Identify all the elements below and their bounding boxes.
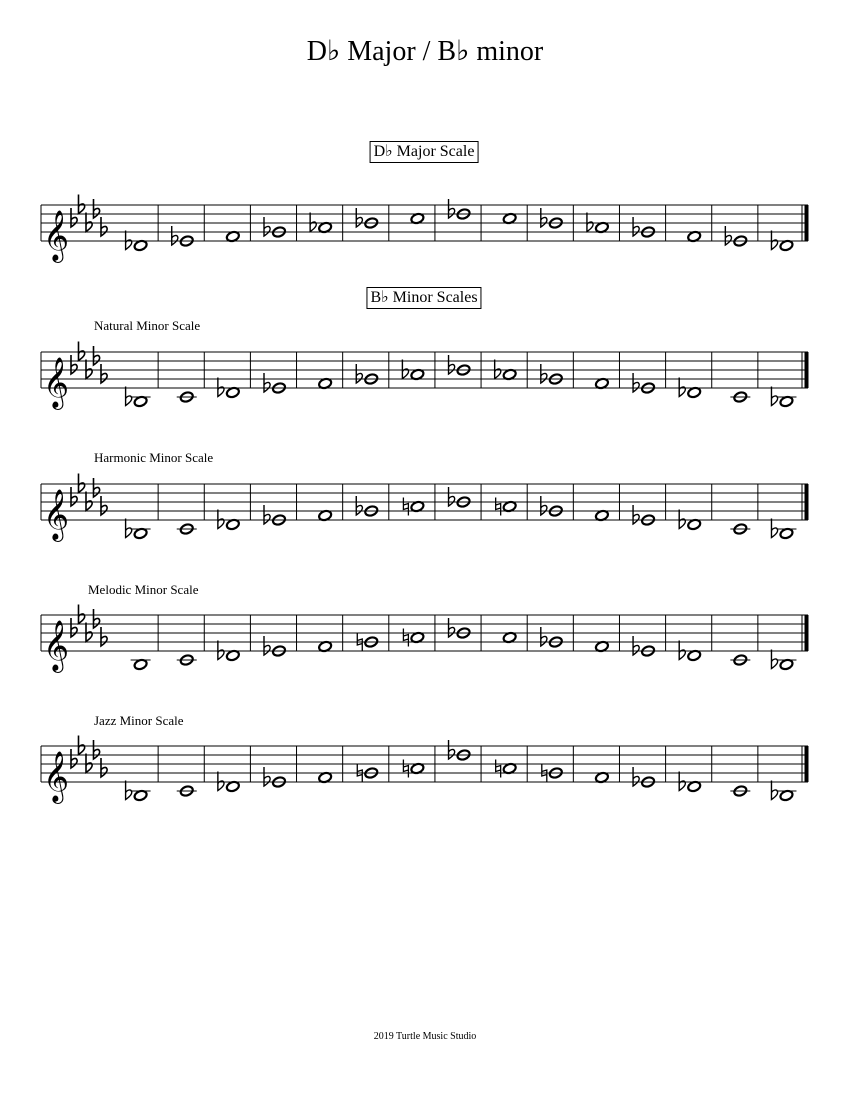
flat-accidental-icon: [633, 217, 639, 236]
jazz-minor-label: Jazz Minor Scale: [94, 713, 184, 728]
treble-clef-icon: 𝄞: [43, 751, 70, 802]
key-signature-flat-icon: [71, 355, 77, 374]
major-scale-heading: D♭ Major Scale: [370, 141, 479, 163]
flat-accidental-icon: [541, 364, 547, 383]
flat-accidental-icon: [725, 226, 731, 245]
key-signature-flat-icon: [94, 199, 100, 218]
flat-accidental-icon: [264, 505, 270, 524]
flat-accidental-icon: [679, 510, 685, 529]
key-signature-flat-icon: [86, 213, 92, 232]
key-signature-flat-icon: [79, 736, 85, 755]
key-signature-flat-icon: [71, 208, 77, 227]
key-signature-flat-icon: [86, 623, 92, 642]
flat-accidental-icon: [126, 231, 132, 250]
key-signature-flat-icon: [71, 618, 77, 637]
flat-accidental-icon: [264, 767, 270, 786]
flat-accidental-icon: [771, 781, 777, 800]
flat-accidental-icon: [771, 519, 777, 538]
treble-clef-icon: 𝄞: [43, 210, 70, 261]
final-barline-thick: [805, 205, 809, 241]
flat-accidental-icon: [449, 487, 455, 506]
flat-accidental-icon: [356, 208, 362, 227]
natural-accidental-icon: [403, 498, 408, 516]
key-signature-flat-icon: [86, 754, 92, 773]
final-barline-thick: [805, 615, 809, 651]
key-signature-flat-icon: [79, 474, 85, 493]
flat-accidental-icon: [771, 231, 777, 250]
staff: [41, 474, 809, 543]
flat-accidental-icon: [633, 636, 639, 655]
flat-accidental-icon: [218, 378, 224, 397]
treble-clef-icon: 𝄞: [43, 620, 70, 671]
natural-accidental-icon: [403, 629, 408, 647]
flat-accidental-icon: [679, 378, 685, 397]
staff: [41, 736, 809, 805]
final-barline-thick: [805, 484, 809, 520]
flat-accidental-icon: [449, 355, 455, 374]
flat-accidental-icon: [495, 360, 501, 379]
key-signature-flat-icon: [94, 609, 100, 628]
treble-clef-icon: 𝄞: [43, 357, 70, 408]
flat-accidental-icon: [218, 510, 224, 529]
minor-scales-heading: B♭ Minor Scales: [366, 287, 481, 309]
flat-accidental-icon: [264, 636, 270, 655]
key-signature-flat-icon: [79, 605, 85, 624]
flat-accidental-icon: [218, 772, 224, 791]
key-signature-flat-icon: [101, 627, 107, 646]
key-signature-flat-icon: [86, 360, 92, 379]
page-title: D♭ Major / B♭ minor: [306, 36, 544, 67]
flat-accidental-icon: [771, 387, 777, 406]
flat-accidental-icon: [402, 360, 408, 379]
flat-accidental-icon: [679, 641, 685, 660]
final-barline-thick: [805, 352, 809, 388]
flat-accidental-icon: [541, 208, 547, 227]
flat-accidental-icon: [356, 364, 362, 383]
flat-accidental-icon: [126, 781, 132, 800]
key-signature-flat-icon: [101, 217, 107, 236]
key-signature-flat-icon: [101, 364, 107, 383]
key-signature-flat-icon: [94, 346, 100, 365]
flat-accidental-icon: [633, 505, 639, 524]
flat-accidental-icon: [310, 213, 316, 232]
flat-accidental-icon: [356, 496, 362, 515]
key-signature-flat-icon: [101, 496, 107, 515]
natural-minor-label: Natural Minor Scale: [94, 318, 201, 333]
flat-accidental-icon: [633, 767, 639, 786]
key-signature-flat-icon: [101, 758, 107, 777]
staff: [41, 195, 809, 264]
natural-accidental-icon: [496, 760, 501, 778]
staff: [41, 342, 809, 411]
flat-accidental-icon: [449, 740, 455, 759]
flat-accidental-icon: [172, 226, 178, 245]
final-barline-thick: [805, 746, 809, 782]
staff: [41, 605, 809, 674]
key-signature-flat-icon: [86, 492, 92, 511]
key-signature-flat-icon: [79, 342, 85, 361]
flat-accidental-icon: [449, 618, 455, 637]
key-signature-flat-icon: [94, 740, 100, 759]
harmonic-minor-label: Harmonic Minor Scale: [94, 450, 214, 465]
natural-accidental-icon: [403, 760, 408, 778]
flat-accidental-icon: [541, 496, 547, 515]
flat-accidental-icon: [264, 373, 270, 392]
flat-accidental-icon: [449, 199, 455, 218]
key-signature-flat-icon: [94, 478, 100, 497]
key-signature-flat-icon: [71, 749, 77, 768]
flat-accidental-icon: [218, 641, 224, 660]
key-signature-flat-icon: [79, 195, 85, 214]
flat-accidental-icon: [587, 213, 593, 232]
flat-accidental-icon: [771, 650, 777, 669]
flat-accidental-icon: [264, 217, 270, 236]
melodic-minor-label: Melodic Minor Scale: [88, 582, 199, 597]
flat-accidental-icon: [541, 627, 547, 646]
flat-accidental-icon: [679, 772, 685, 791]
key-signature-flat-icon: [71, 487, 77, 506]
flat-accidental-icon: [126, 519, 132, 538]
treble-clef-icon: 𝄞: [43, 489, 70, 540]
flat-accidental-icon: [633, 373, 639, 392]
natural-accidental-icon: [496, 498, 501, 516]
flat-accidental-icon: [126, 387, 132, 406]
copyright-footer: 2019 Turtle Music Studio: [373, 1031, 477, 1042]
